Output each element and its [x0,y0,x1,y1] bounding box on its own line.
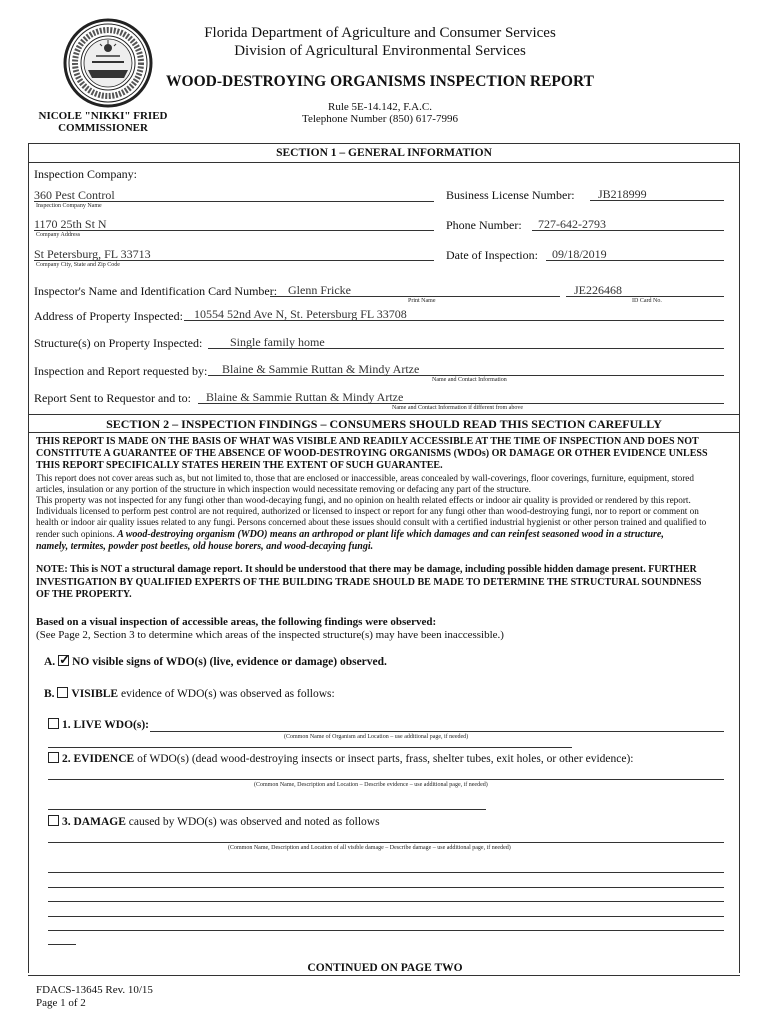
requested-value: Blaine & Sammie Ruttan & Mindy Artze [222,362,420,376]
disclaimer-caps-line3: THIS REPORT SPECIFICALLY STATES HEREIN THE EXTENT OF SUCH GUARANTEE. [36,460,443,471]
evidence-bold: 2. EVIDENCE [62,753,135,765]
commissioner-title: COMMISSIONER [58,122,148,134]
disclaimer-line4: Individuals licensed to perform pest control are not required, authorized or licensed to inspect or report for any fungi other than wood-destroying fungi, nor to report or comment on [36,506,699,516]
property-label: Address of Property Inspected: [34,309,183,323]
form-number: FDACS-13645 Rev. 10/15 [36,984,153,996]
company-city-field[interactable] [34,245,434,261]
disclaimer-caps-line2: CONSTITUTE A GUARANTEE OF THE ABSENCE OF WOOD-DESTROYING ORGANISMS (WDOs) OR DAMAGE OR OTHER EVIDENCE UNLESS [36,448,708,459]
option-a-letter: A. [44,656,56,668]
damage-line4[interactable] [48,901,724,902]
option-a-text: NO visible signs of WDO(s) (live, evidence or damage) observed. [72,656,387,668]
damage-line7[interactable] [48,944,76,945]
option-b [44,687,335,700]
date-field[interactable] [546,245,724,261]
property-value: 10554 52nd Ave N, St. Petersburg FL 33708 [194,307,407,321]
disclaimer-line6 [36,529,736,540]
inspector-name-field[interactable] [270,281,560,297]
company-name-caption: Inspection Company Name [36,203,102,209]
option-b-bold: VISIBLE [71,688,119,700]
disclaimer-caps-line1: THIS REPORT IS MADE ON THE BASIS OF WHAT WAS VISIBLE AND READILY ACCESSIBLE AT THE TIME OF INSPECTION AND DOES NOT [36,436,699,447]
live-line1[interactable] [150,731,724,732]
rule-reference: Rule 5E-14.142, F.A.C. [328,101,432,113]
disclaimer-line5: health or indoor air quality issues related to any fungi. Persons concerned about these issues should consult with a certified industrial hygienist or other person trained and qualified to [36,517,707,527]
structures-field[interactable] [208,333,724,349]
report-title: WOOD-DESTROYING ORGANISMS INSPECTION REPORT [166,73,594,90]
live-wdo-label: 1. LIVE WDO(s): [62,719,150,731]
structures-label: Structure(s) on Property Inspected: [34,336,203,350]
note-line1: NOTE: This is NOT a structural damage report. It should be understood that there may be damage, including possible hidden damage present. FURTHER [36,564,697,575]
telephone-number: Telephone Number (850) 617-7996 [302,113,458,125]
section1-title: SECTION 1 – GENERAL INFORMATION [28,143,740,163]
phone-field[interactable] [532,215,724,231]
sent-caption: Name and Contact Information if different from above [392,405,524,411]
license-label: Business License Number: [446,188,575,202]
inspector-name-value: Glenn Fricke [288,283,351,297]
damage-line6[interactable] [48,930,724,931]
damage-bold: 3. DAMAGE [62,816,126,828]
requested-field[interactable] [208,360,724,376]
damage-line3[interactable] [48,887,724,888]
disclaimer-line6a: render such opinions. [36,529,115,539]
continued-on-page-two: CONTINUED ON PAGE TWO [307,962,463,974]
option-a-checkbox[interactable] [58,655,69,666]
wdo-definition-line2: namely, termites, powder post beetles, old house borers, and wood-decaying fungi. [36,541,374,552]
license-field[interactable] [590,185,724,201]
damage-line5[interactable] [48,916,724,917]
wdo-definition: A wood-destroying organism (WDO) means an arthropod or plant life which damages and can reinfest seasoned wood in a structure, [117,529,664,540]
disclaimer-line2: articles, insulation or any portion of the structure in which inspection would necessitate removing or defacing any part of the structure. [36,484,531,494]
company-address-value: 1170 25th St N [34,217,107,231]
option-b-checkbox[interactable] [57,687,68,698]
phone-label: Phone Number: [446,218,522,232]
section2-title: SECTION 2 – INSPECTION FINDINGS – CONSUMERS SHOULD READ THIS SECTION CAREFULLY [28,414,740,433]
company-name-value: 360 Pest Control [34,188,115,202]
evidence-line1[interactable] [48,779,724,780]
evidence-text: of WDO(s) (dead wood-destroying insects or insect parts, frass, shelter tubes, exit holes, or other evidence): [137,753,634,765]
license-value: JB218999 [598,187,647,201]
evidence-caption: (Common Name, Description and Location – Describe evidence – use additional page, if needed) [254,782,488,788]
damage-caption: (Common Name, Description and Location of all visible damage – Describe damage – use additional page, if needed) [228,845,511,851]
print-name-caption: Print Name [408,298,436,304]
structures-value: Single family home [230,335,325,349]
damage-text: caused by WDO(s) was observed and noted as follows [128,816,380,828]
based-line2: (See Page 2, Section 3 to determine which areas of the inspected structure(s) may have been inaccessible.) [36,629,504,641]
section2-bottom-border [28,975,740,976]
page-number: Page 1 of 2 [36,997,86,1009]
evidence-wdo [48,752,633,765]
note-line3: OF THE PROPERTY. [36,589,132,600]
sent-field[interactable] [198,388,724,404]
company-address-field[interactable] [34,215,434,231]
live-line2[interactable] [48,747,572,748]
damage-line1[interactable] [48,842,724,843]
option-a [44,655,387,668]
based-line1: Based on a visual inspection of accessible areas, the following findings were observed: [36,616,437,628]
company-name-field[interactable] [34,186,434,202]
inspector-id-value: JE226468 [574,283,622,297]
live-wdo [48,718,149,731]
live-caption: (Common Name of Organism and Location – use additional page, if needed) [284,734,469,740]
disclaimer-line3: This property was not inspected for any fungi other than wood-decaying fungi, and no opinion on health related effects or indoor air quality is provided or rendered by this report. [36,495,691,505]
commissioner-name: NICOLE "NIKKI" FRIED [38,110,168,122]
inspection-company-label: Inspection Company: [34,167,137,181]
evidence-checkbox[interactable] [48,752,59,763]
requested-caption: Name and Contact Information [432,377,507,383]
phone-value: 727-642-2793 [538,217,606,231]
option-b-text: evidence of WDO(s) was observed as follows: [120,688,335,700]
damage-wdo [48,815,380,828]
id-card-caption: ID Card No. [632,298,662,304]
requested-label: Inspection and Report requested by: [34,364,208,378]
date-label: Date of Inspection: [446,248,538,262]
note-line2: INVESTIGATION BY QUALIFIED EXPERTS OF THE BUILDING TRADE SHOULD BE MADE TO DETERMINE THE STRUCTURAL SOUNDNESS [36,577,702,588]
damage-line2[interactable] [48,872,724,873]
date-value: 09/18/2019 [552,247,607,261]
company-address-caption: Company Address [36,232,81,238]
inspector-label: Inspector's Name and Identification Card Number: [34,284,278,298]
property-field[interactable] [184,305,724,321]
company-city-value: St Petersburg, FL 33713 [34,247,151,261]
damage-checkbox[interactable] [48,815,59,826]
live-wdo-checkbox[interactable] [48,718,59,729]
division-name: Division of Agricultural Environmental Services [234,43,526,59]
fdacs-seal-logo [58,18,158,108]
company-city-caption: Company City, State and Zip Code [36,262,120,268]
sent-value: Blaine & Sammie Ruttan & Mindy Artze [206,390,404,404]
department-name: Florida Department of Agriculture and Consumer Services [204,25,556,41]
sent-label: Report Sent to Requestor and to: [34,391,191,405]
evidence-line2[interactable] [48,809,486,810]
disclaimer-line1: This report does not cover areas such as, but not limited to, those that are enclosed or inaccessible, areas concealed by wall-coverings, floor coverings, furniture, equipment, stored [36,473,694,483]
inspector-id-field[interactable] [566,281,724,297]
option-b-letter: B. [44,688,55,700]
